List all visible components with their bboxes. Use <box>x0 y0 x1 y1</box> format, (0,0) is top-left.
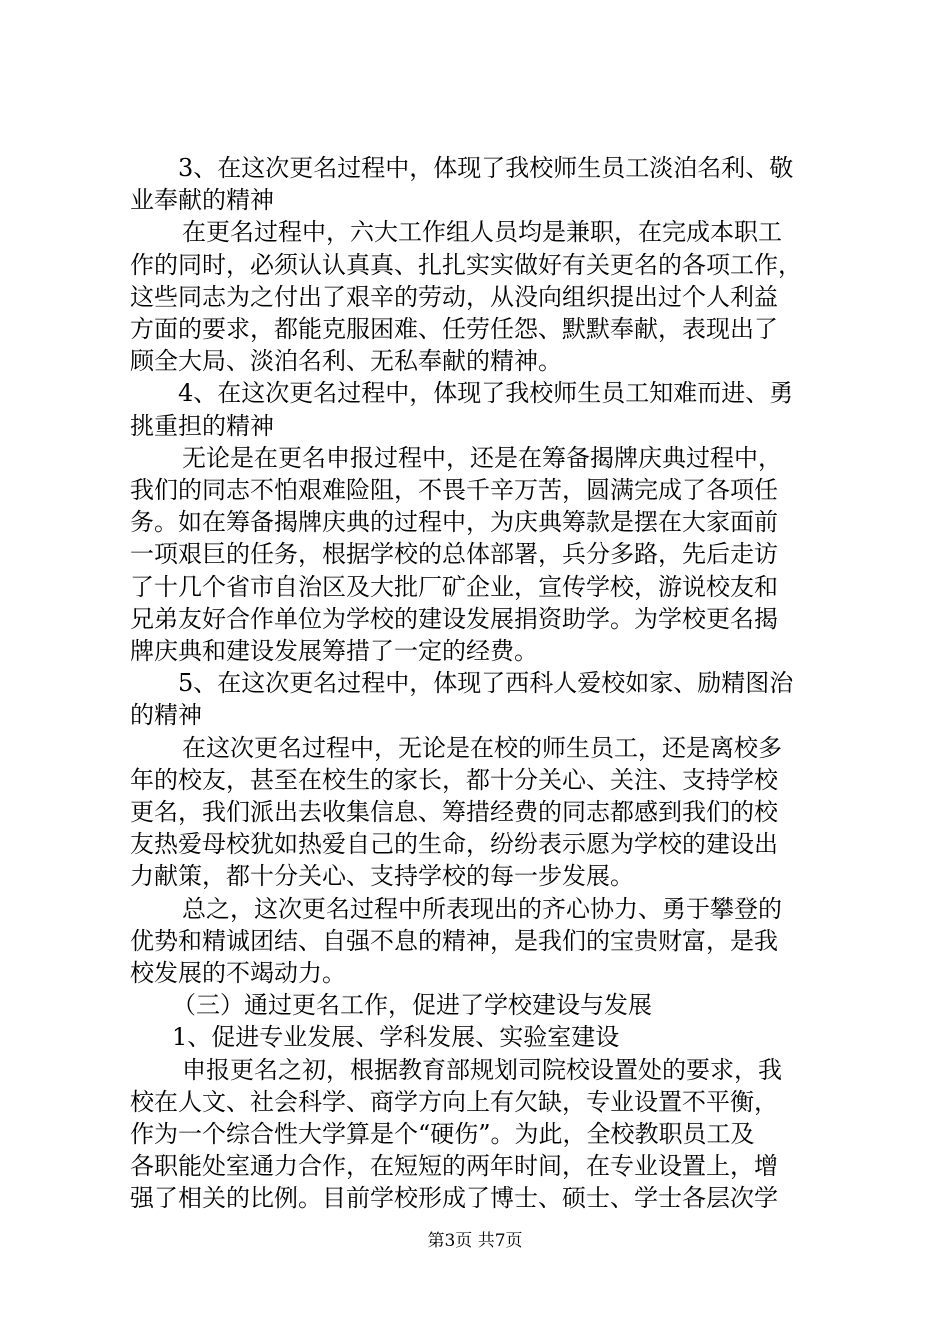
paragraph-line: 务。如在筹备揭牌庆典的过程中，为庆典筹款是摆在大家面前 <box>130 508 778 537</box>
paragraph-line: 总之，这次更名过程中所表现出的齐心协力、勇于攀登的 <box>182 894 782 923</box>
paragraph-line: 强了相关的比例。目前学校形成了博士、硕士、学士各层次学 <box>130 1184 778 1213</box>
paragraph-line: 力献策，都十分关心、支持学校的每一步发展。 <box>130 862 634 891</box>
paragraph-line: 年的校友，甚至在校生的家长，都十分关心、关注、支持学校 <box>130 765 778 794</box>
paragraph-line: 挑重担的精神 <box>130 411 274 440</box>
paragraph-line: 顾全大局、淡泊名利、无私奉献的精神。 <box>130 347 562 376</box>
paragraph-line: 了十几个省市自治区及大批厂矿企业，宣传学校，游说校友和 <box>130 572 778 601</box>
paragraph-line: 一项艰巨的任务，根据学校的总体部署，兵分多路，先后走访 <box>130 540 778 569</box>
paragraph-line: 兄弟友好合作单位为学校的建设发展捐资助学。为学校更名揭 <box>130 604 778 633</box>
paragraph-line: 更名，我们派出去收集信息、筹措经费的同志都感到我们的校 <box>130 798 778 826</box>
paragraph-line: 3、在这次更名过程中，体现了我校师生员工淡泊名利、敬 <box>178 154 794 182</box>
paragraph-line: 4、在这次更名过程中，体现了我校师生员工知难而进、勇 <box>178 379 794 408</box>
paragraph-line: 友热爱母校犹如热爱自己的生命，纷纷表示愿为学校的建设出 <box>130 830 778 859</box>
paragraph-line: 申报更名之初，根据教育部规划司院校设置处的要求，我 <box>182 1055 782 1084</box>
paragraph-line: 作的同时，必须认认真真、扎扎实实做好有关更名的各项工作， <box>130 250 802 279</box>
paragraph-line: 在更名过程中，六大工作组人员均是兼职，在完成本职工 <box>182 218 782 247</box>
paragraph-line: 作为一个综合性大学算是个“硬伤”。为此，全校教职员工及 <box>130 1120 755 1148</box>
paragraph-line: 5、在这次更名过程中，体现了西科人爱校如家、励精图治 <box>178 669 794 698</box>
paragraph-line: 校发展的不竭动力。 <box>130 959 346 987</box>
paragraph-line: 在这次更名过程中，无论是在校的师生员工，还是离校多 <box>182 733 782 762</box>
page-number-footer: 第3页 共7页 <box>427 1230 523 1251</box>
paragraph-line: 无论是在更名申报过程中，还是在筹备揭牌庆典过程中， <box>182 443 782 472</box>
paragraph-line: 的精神 <box>130 701 202 730</box>
section-heading: （三）通过更名工作，促进了学校建设与发展 <box>172 991 652 1020</box>
paragraph-line: 优势和精诚团结、自强不息的精神，是我们的宝贵财富，是我 <box>130 926 778 955</box>
paragraph-line: 校在人文、社会科学、商学方向上有欠缺，专业设置不平衡， <box>130 1087 778 1116</box>
paragraph-line: 这些同志为之付出了艰辛的劳动，从没向组织提出过个人利益 <box>130 282 778 311</box>
paragraph-line: 方面的要求，都能克服困难、任劳任怨、默默奉献，表现出了 <box>130 315 778 343</box>
paragraph-line: 各职能处室通力合作，在短短的两年时间，在专业设置上，增 <box>130 1152 778 1181</box>
subsection-heading: 1、促进专业发展、学科发展、实验室建设 <box>172 1023 620 1052</box>
paragraph-line: 我们的同志不怕艰难险阻，不畏千辛万苦，圆满完成了各项任 <box>130 476 778 504</box>
paragraph-line: 业奉献的精神 <box>130 186 274 215</box>
paragraph-line: 牌庆典和建设发展筹措了一定的经费。 <box>130 637 538 665</box>
